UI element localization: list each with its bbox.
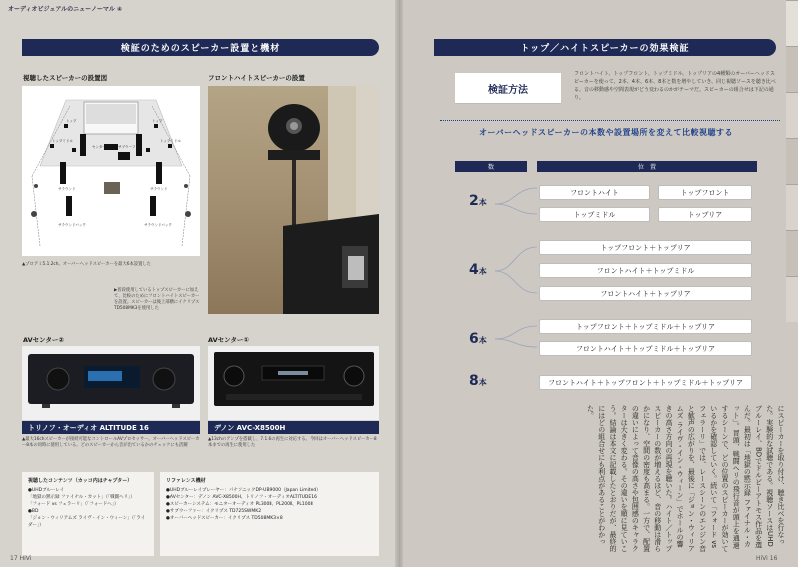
left-section-title: 検証のためのスピーカー設置と機材 — [22, 39, 379, 56]
svg-text:サブウーファー: サブウーファー — [118, 145, 143, 149]
position-item: フロントハイト＋トップミドル — [539, 263, 752, 278]
svg-text:トップミドル: トップミドル — [52, 139, 73, 143]
index-tab — [786, 46, 798, 92]
av-center-2-label: AVセンター② — [23, 336, 64, 344]
svg-text:トップ: トップ — [152, 119, 163, 123]
gutter-shadow — [395, 0, 403, 567]
edge-index-tabs — [786, 0, 798, 567]
denon-name-bar: デノン AVC-X8500H — [208, 421, 379, 434]
reference-item: ●AVセンター：デノン AVC-X8500H、トリノフ・オーディオALTITUDE16 — [166, 495, 317, 500]
svg-text:センター: センター — [92, 145, 106, 149]
count-8: 8本 — [469, 373, 487, 389]
trinnov-caption: ▲最大16chスピーカーが接続可能なコントロールAVプロセッサー。オーバーヘッドスピーカー8本の同時に使用している。どのスピーカーから音が出ているかのチェックにも活躍 — [22, 437, 200, 448]
column-header-position: 位 置 — [537, 161, 757, 172]
contents-item: 「フォード vs フェラーリ」（「フォードへ」） — [28, 502, 119, 507]
front-height-photo — [208, 86, 379, 314]
reference-item: ●スピーカーシステム：モニターオーディオ PL300Ⅱ、PL200Ⅱ、PL100Ⅱ — [166, 502, 313, 507]
reference-item: ●UHDブルーレイプレーヤー：パナソニックDP-UB9000（Japan Limited） — [166, 488, 321, 493]
diagram-title: 視聴したスピーカーの設置図 — [23, 74, 108, 82]
speaker-layout-diagram — [22, 86, 200, 256]
position-item: トップミドル — [539, 207, 650, 222]
position-item: フロントハイト＋トップリア — [539, 286, 752, 301]
position-item: トップリア — [658, 207, 752, 222]
method-text: フロントハイト、トップフロント、トップミドル、トップリアの4種類のオーバーヘッドスピーカーを使って、2本、4本、6本、8本と数を増やしていき、同じ視聴ソースを聴き比べる。音の移動感や空間表現がどう変わるのかがテーマだ。スピーカーの組合せは下記の通り。 — [574, 71, 776, 101]
comparison-subhead: オーバーヘッドスピーカーの本数や設置場所を変えて比較視聴する — [478, 128, 734, 137]
reference-item: ●サブウーファー：イクリプス TD725SWMK2 — [166, 509, 262, 514]
right-page-number: HiVi 16 — [756, 555, 778, 562]
position-item: トップフロント — [658, 185, 752, 200]
reference-item: ●オーバーヘッドスピーカー：イクリプス TD508MK3×8 — [166, 516, 283, 521]
svg-text:トップミドル: トップミドル — [160, 139, 181, 143]
svg-text:サラウンドバック: サラウンドバック — [144, 223, 172, 227]
position-item: トップフロント＋トップリア — [539, 240, 752, 255]
reference-title: リファレンス機材 — [166, 478, 206, 484]
divider — [440, 120, 780, 121]
reference-box — [160, 472, 379, 556]
svg-text:サラウンドバック: サラウンドバック — [58, 223, 86, 227]
svg-text:サラウンド: サラウンド — [58, 187, 76, 191]
contents-item: ●UHDブルーレイ — [28, 488, 65, 493]
running-head: オーディオビジュアルのニューノーマル ④ — [8, 6, 123, 13]
count-6: 6本 — [469, 331, 487, 347]
index-tab — [786, 276, 798, 322]
trinnov-altitude16-photo — [22, 346, 200, 420]
contents-item: ●BD — [28, 509, 39, 514]
body-text-vertical: にスピーカーを取り付け、聴き比べを行なった。実験的な試聴である。視聴ソースはUHDブルーレイ、BDでドルビーアトモス作品を選んだ。最初は「地獄の黙示録 ファイナル・カット」。冒頭、戦闘ヘリの飛行音が頭上を通過するシーンで、どの位置のスピーカーが効いているかを確認していく。続いて「フォード vs フェラーリ」では、レースシーンのエンジン音と歓声の広がりを、最後に「ジョン・ウィリアムズ ライヴ・イン・ウィーン」でホールの響きの高さ方向の再現を聴いた。ハイト／トップスピーカーの数が増えるほど、音の移動は滑らかになり、空間の密度も高まる。一方で、配置の違いによって音像の高さや包囲感のキャラクターは大きく変わる。その違いを順に見ていこう。結論は本文に記載したとおりだが、最終的にはどの組合せにも利点があることがわかった。 — [586, 405, 785, 552]
index-tab — [786, 92, 798, 138]
photo-title: フロントハイトスピーカーの設置 — [208, 74, 305, 82]
right-section-title: トップ／ハイトスピーカーの効果検証 — [434, 39, 776, 56]
position-item: フロントハイト＋トップミドル＋トップリア — [539, 341, 752, 356]
denon-caption: ▲13chのアンプを搭載し、7.1.6の再生に対応する。今回はオーバーヘッドスピーカー8本までの再生に使用した — [208, 437, 377, 448]
denon-avc-x8500h-photo — [208, 346, 379, 420]
diagram-caption: ▲プロアミ5.1.2ch。オーバーヘッドスピーカーを最大6本設置した — [22, 262, 151, 267]
photo-caption: ▶普段使用しているトップスピーカーに加えて、比較のためにフロントハイトスピーカーを設置。スピーカーは後上部横にイクリプスTD508MK3を使用した — [114, 288, 200, 311]
contents-title: 視聴したコンテンツ（カッコ内はチャプター） — [28, 478, 133, 484]
column-header-count: 数 — [455, 161, 527, 172]
svg-text:トップ: トップ — [66, 119, 77, 123]
trinnov-name-bar: トリノフ・オーディオ ALTITUDE 16 — [22, 421, 200, 434]
contents-item: 「ジョン・ウィリアムズ ライヴ・イン・ウィーン」（「ライダー」） — [28, 516, 146, 528]
method-label-box: 検証方法 — [455, 73, 561, 103]
index-tab — [786, 0, 798, 46]
index-tab — [786, 230, 798, 276]
index-tab — [786, 184, 798, 230]
left-page-number: 17 HiVi — [10, 555, 32, 562]
contents-box — [22, 472, 154, 556]
contents-item: 「地獄の黙示録 ファイナル・カット」（「戦闘ヘリ」） — [28, 495, 135, 500]
svg-text:サラウンド: サラウンド — [150, 187, 168, 191]
count-4: 4本 — [469, 262, 487, 278]
position-item: フロントハイト — [539, 185, 650, 200]
position-item: トップフロント＋トップミドル＋トップリア — [539, 319, 752, 334]
av-center-1-label: AVセンター① — [208, 336, 249, 344]
index-tab — [786, 138, 798, 184]
position-item: フロントハイト＋トップフロント＋トップミドル＋トップリア — [539, 375, 752, 390]
count-2: 2本 — [469, 193, 487, 209]
